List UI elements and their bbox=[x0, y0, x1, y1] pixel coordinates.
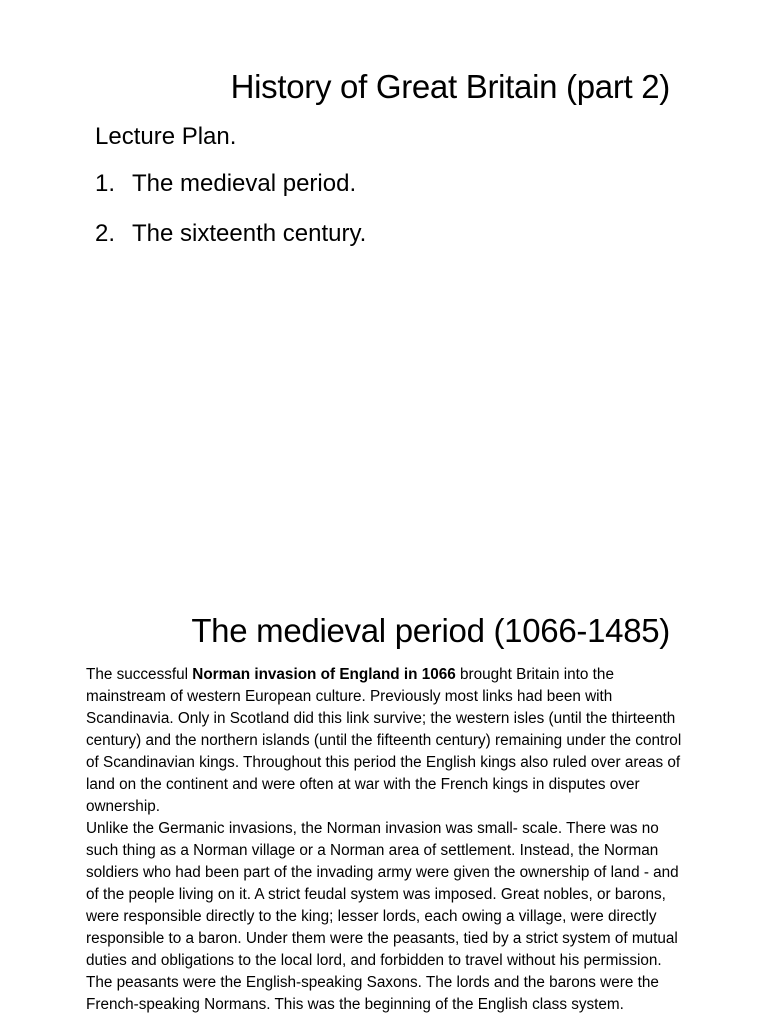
body-text-paragraph-1: brought Britain into the mainstream of western European culture. Previously most links had been with Scandinavia. Only in Scotland did this link survive; the western isles (until the thirteenth century) and the northern islands (until the fifteenth century) remaining under the control of Scandinavian kings. Throughout this period the English kings also ruled over areas of land on the continent and were often at war with the French kings in disputes over ownership. bbox=[86, 666, 682, 815]
slide-title: The medieval period (1066-1485) bbox=[191, 612, 670, 649]
lecture-plan-list bbox=[95, 170, 366, 270]
body-text bbox=[86, 664, 688, 1016]
list-item bbox=[95, 220, 366, 270]
list-item-text: The medieval period. bbox=[132, 170, 357, 197]
slide-title: History of Great Britain (part 2) bbox=[230, 68, 670, 105]
body-text-intro: The successful bbox=[86, 666, 193, 683]
lecture-plan-heading: Lecture Plan. bbox=[95, 123, 237, 150]
list-item-text: The sixteenth century. bbox=[132, 220, 367, 247]
body-text-paragraph-2: Unlike the Germanic invasions, the Norman invasion was small- scale. There was no such thing as a Norman village or a Norman area of settlement. Instead, the Norman soldiers who had been part of the invading army were given the ownership of land - and of the people living on it. A strict feudal system was imposed. Great nobles, or barons, were responsible directly to the king; lesser lords, each owing a village, were directly responsible to a baron. Under them were the peasants, tied by a strict system of mutual duties and obligations to the local lord, and forbidden to travel without his permission. The peasants were the English-speaking Saxons. The lords and the barons were the French-speaking Normans. This was the beginning of the English class system. bbox=[86, 820, 679, 1013]
list-item-number: 1. bbox=[95, 170, 116, 197]
slide-medieval-period bbox=[0, 560, 768, 1024]
list-item-number: 2. bbox=[95, 220, 116, 247]
body-text-bold: Norman invasion of England in 1066 bbox=[192, 666, 456, 683]
list-item bbox=[95, 170, 366, 220]
